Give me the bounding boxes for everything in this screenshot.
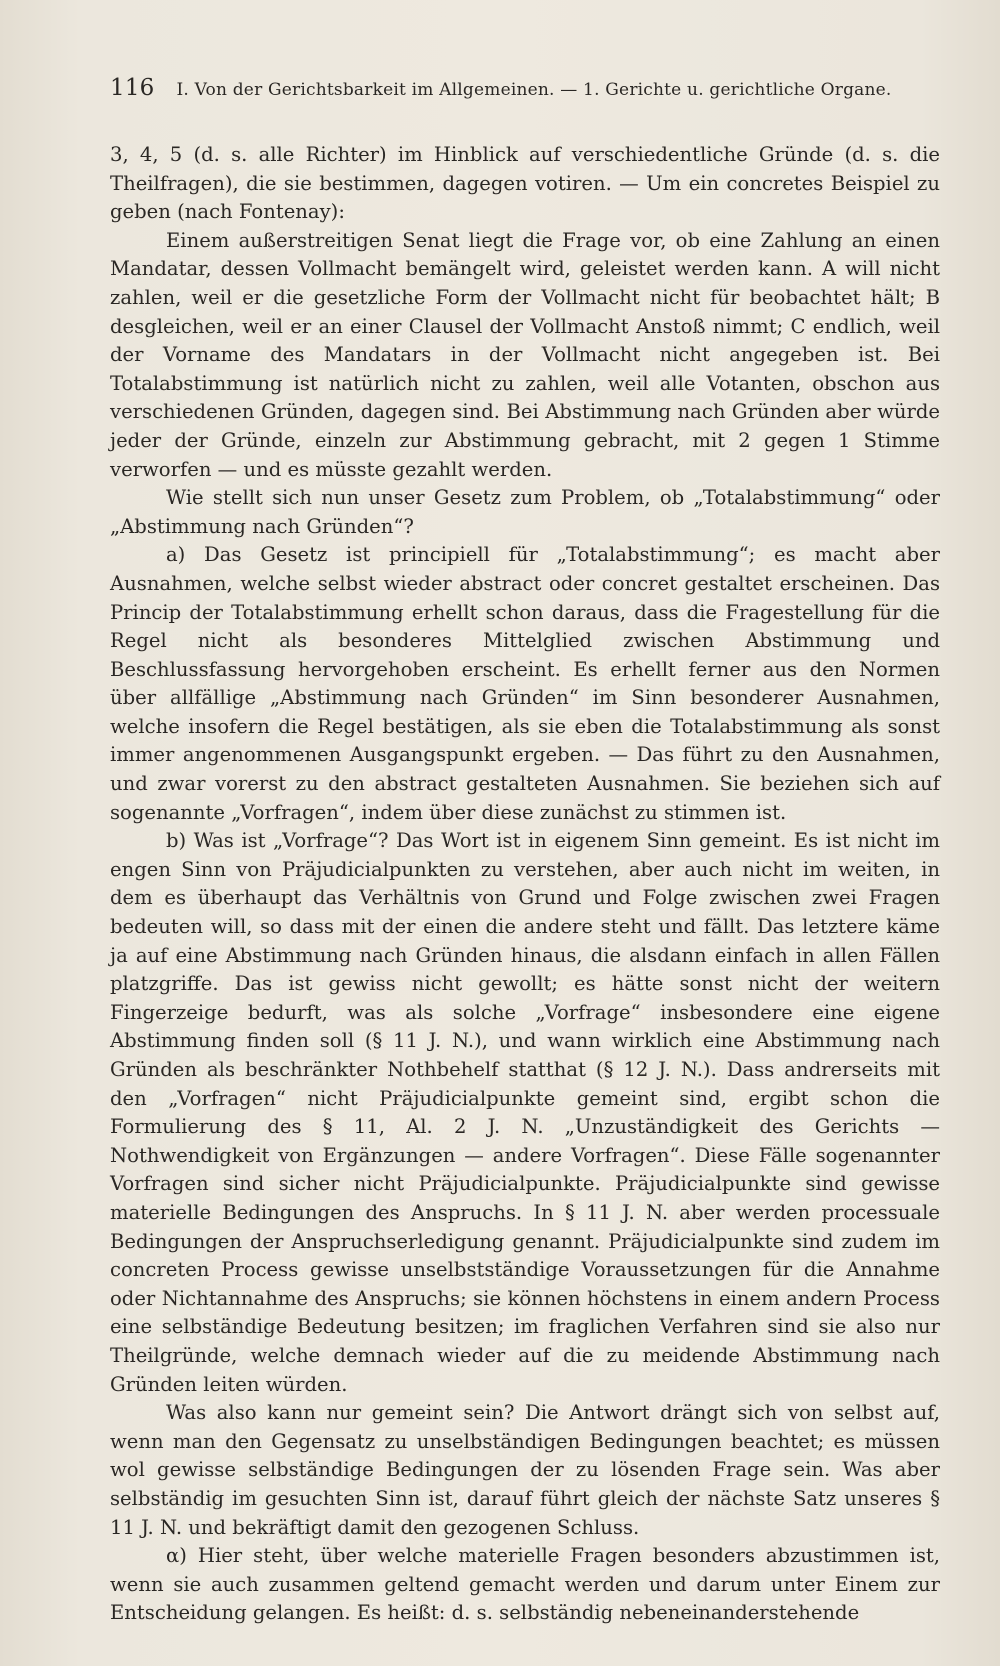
running-header <box>110 75 940 101</box>
paragraph: Einem außerstreitigen Senat liegt die Frage vor, ob eine Zahlung an einen Mandatar, dessen Vollmacht bemängelt wird, geleistet werden kann. A will nicht zahlen, weil er die gesetzliche Form der Vollmacht nicht für beobachtet hält; B desgleichen, weil er an einer Clausel der Vollmacht Anstoß nimmt; C endlich, weil der Vorname des Mandatars in der Vollmacht nicht angegeben ist. Bei Totalabstimmung ist natürlich nicht zu zahlen, weil alle Votanten, obschon aus verschiedenen Gründen, dagegen sind. Bei Abstimmung nach Gründen aber würde jeder der Gründe, einzeln zur Abstimmung gebracht, mit 2 gegen 1 Stimme verworfen — und es müsste gezahlt werden. <box>110 228 940 481</box>
paragraph: Wie stellt sich nun unser Gesetz zum Problem, ob „Totalabstimmung“ oder „Abstimmung nach Gründen“? <box>110 486 940 538</box>
body-text <box>110 141 940 1628</box>
paragraph: b) Was ist „Vorfrage“? Das Wort ist in eigenem Sinn gemeint. Es ist nicht im engen Sinn von Präjudicialpunkten zu verstehen, aber auch nicht im weiten, in dem es überhaupt das Verhältnis von Grund und Folge zwischen zwei Fragen bedeuten will, so dass mit der einen die andere steht und fällt. Das letztere käme ja auf eine Abstimmung nach Gründen hinaus, die alsdann einfach in allen Fällen platzgriffe. Das ist gewiss nicht gewollt; es hätte sonst nicht der weitern Fingerzeige bedurft, was als solche „Vorfrage“ insbesondere eine eigene Abstimmung finden soll (§ 11 J. N.), und wann wirklich eine Abstimmung nach Gründen als beschränkter Nothbehelf statthat (§ 12 J. N.). Dass andrerseits mit den „Vorfragen“ nicht Präjudicialpunkte gemeint sind, ergibt schon die Formulierung des § 11, Al. 2 J. N. „Unzuständigkeit des Gerichts — Nothwendigkeit von Ergänzungen — andere Vorfragen“. Diese Fälle sogenannter Vorfragen sind sicher nicht Präjudicialpunkte. Präjudicialpunkte sind gewisse materielle Bedingungen des Anspruchs. In § 11 J. N. aber werden processuale Bedingungen der Anspruchserledigung genannt. Präjudicialpunkte sind zudem im concreten Process gewisse unselbstständige Voraussetzungen für die Annahme oder Nichtannahme des Anspruchs; sie können höchstens in einem andern Process eine selbständige Bedeutung besitzen; im fraglichen Verfahren sind sie also nur Theilgründe, welche demnach wieder auf die zu meidende Abstimmung nach Gründen leiten würden. <box>110 829 940 1396</box>
paragraph: a) Das Gesetz ist principiell für „Totalabstimmung“; es macht aber Ausnahmen, welche selbst wieder abstract oder concret gestaltet erscheinen. Das Princip der Totalabstimmung erhellt schon daraus, dass die Fragestellung für die Regel nicht als besonderes Mittelglied zwischen Abstimmung und Beschlussfassung hervorgehoben erscheint. Es erhellt ferner aus den Normen über allfällige „Abstimmung nach Gründen“ im Sinn besonderer Ausnahmen, welche insofern die Regel bestätigen, als sie eben die Totalabstimmung als sonst immer angenommenen Ausgangspunkt ergeben. — Das führt zu den Ausnahmen, und zwar vorerst zu den abstract gestalteten Ausnahmen. Sie beziehen sich auf sogenannte „Vorfragen“, indem über diese zunächst zu stimmen ist. <box>110 543 940 824</box>
paragraph: Was also kann nur gemeint sein? Die Antwort drängt sich von selbst auf, wenn man den Gegensatz zu unselbständigen Bedingungen beachtet; es müssen wol gewisse selbständige Bedingungen der zu lösenden Frage sein. Was aber selbständig im gesuchten Sinn ist, darauf führt gleich der nächste Satz unseres § 11 J. N. und bekräftigt damit den gezogenen Schluss. <box>110 1401 940 1539</box>
running-title: I. Von der Gerichtsbarkeit im Allgemeinen. — 1. Gerichte u. gerichtliche Organe. <box>176 80 892 100</box>
page-number: 116 <box>110 75 155 101</box>
paragraph: 3, 4, 5 (d. s. alle Richter) im Hinblick auf verschiedentliche Gründe (d. s. die Theilfragen), die sie bestimmen, dagegen votiren. — Um ein concretes Beispiel zu geben (nach Fontenay): <box>110 143 940 224</box>
paragraph: α) Hier steht, über welche materielle Fragen besonders abzustimmen ist, wenn sie auch zusammen geltend gemacht werden und darum unter Einem zur Entscheidung gelangen. Es heißt: d. s. selbständig nebeneinanderstehende <box>110 1544 940 1625</box>
